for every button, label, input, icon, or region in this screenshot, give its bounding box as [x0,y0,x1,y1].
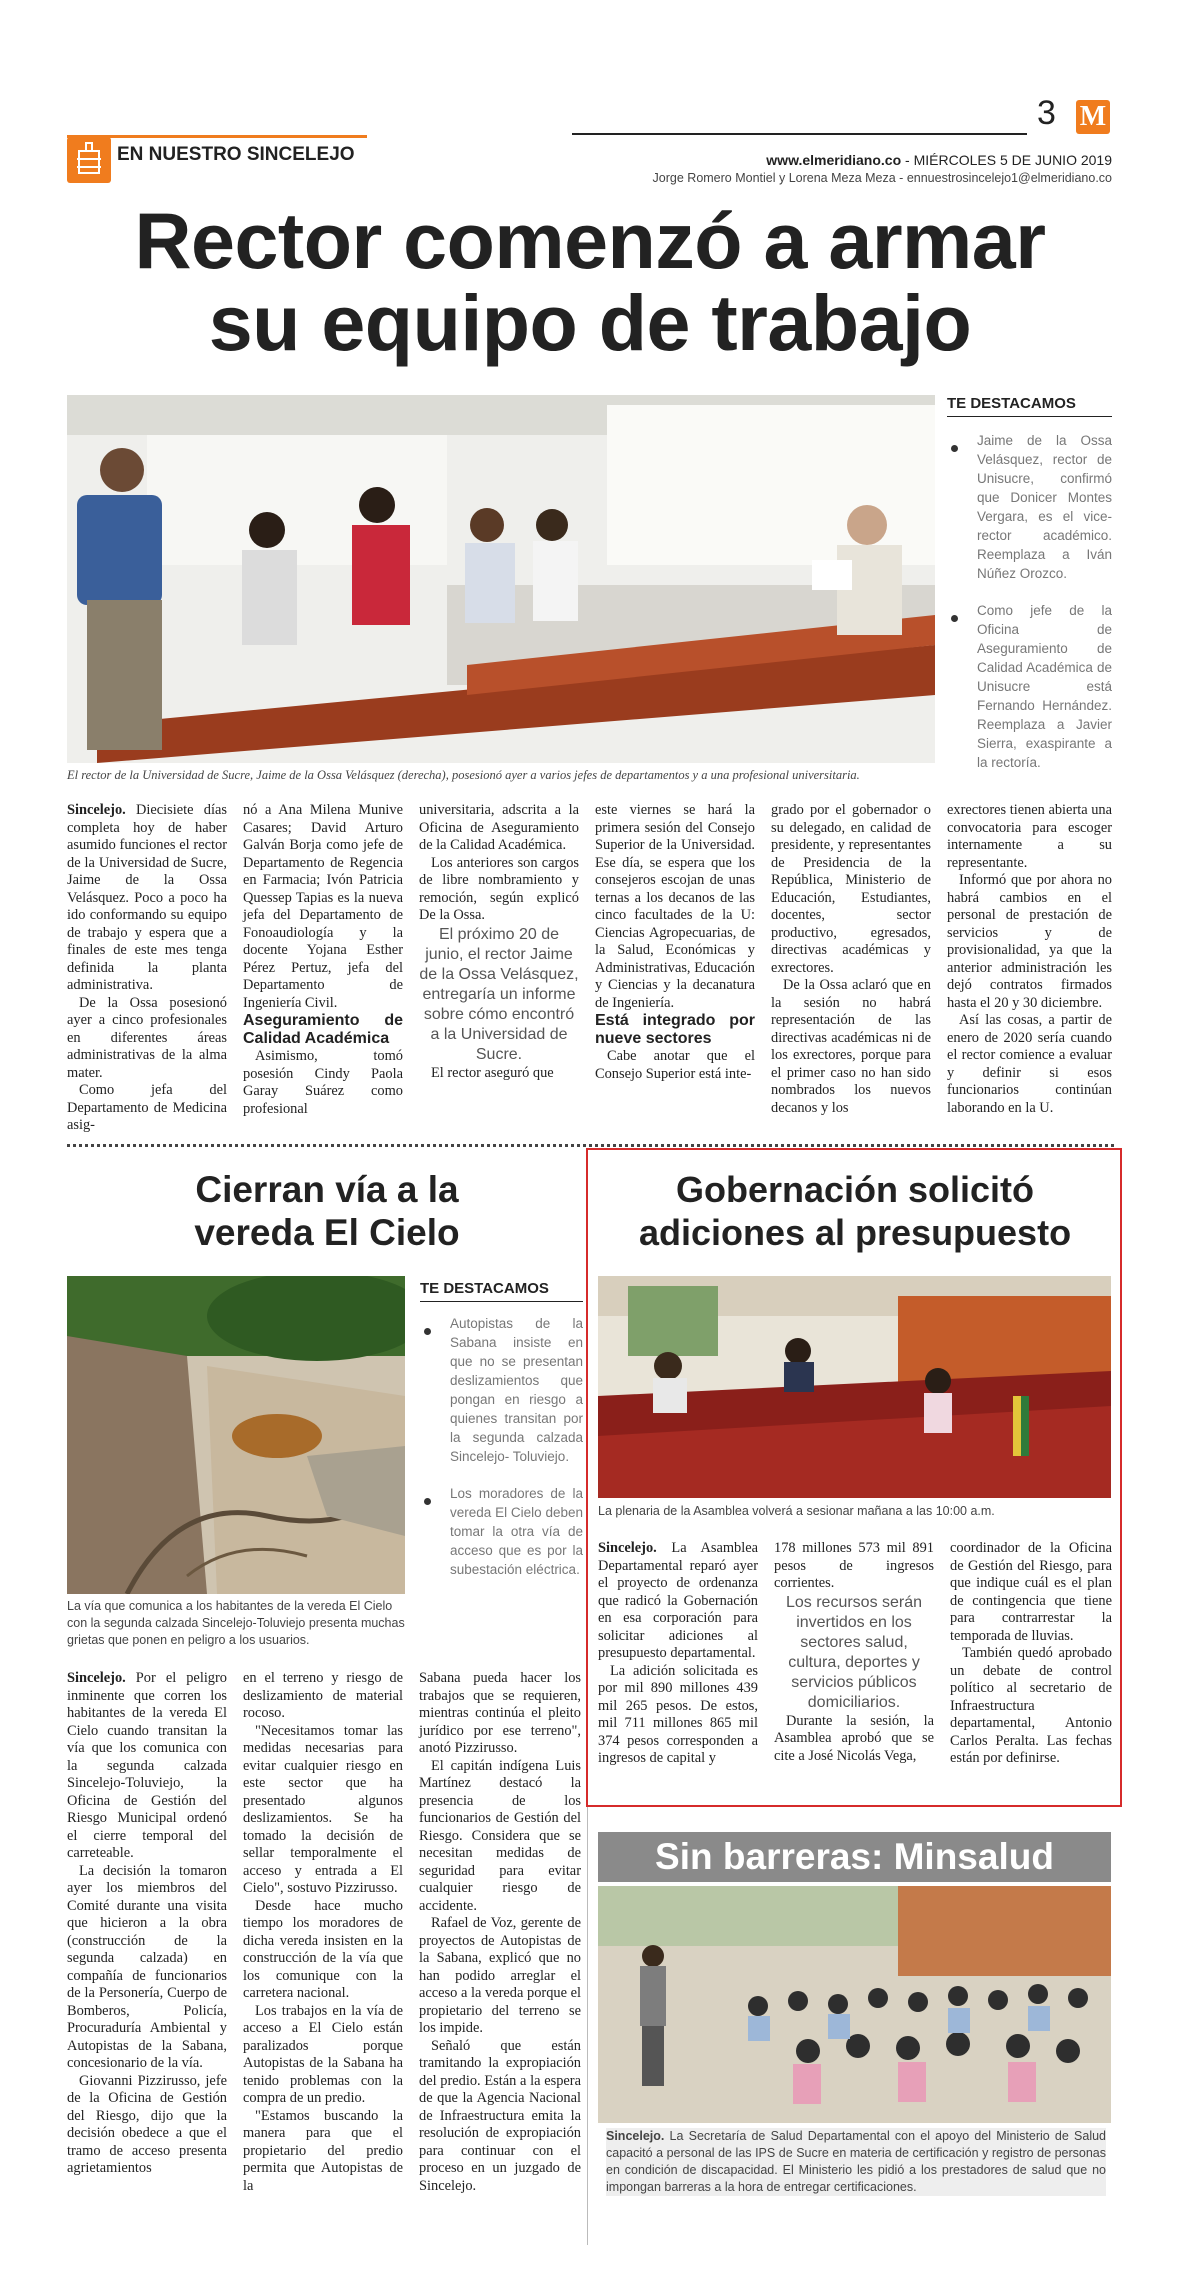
main-highlight-2: Como jefe de la Oficina de Aseguramiento de Calidad Académica de Unisucre está Fernando Hernández. Reemplaza a Javier Sierra, exaspirante a la rectoría. [947,601,1112,772]
minsalud-banner: Sin barreras: Minsalud [598,1832,1111,1882]
via-paragraph: en el terreno y riesgo de deslizamiento de material rocoso. [243,1670,403,1721]
via-paragraph: Los trabajos en la vía de acceso a El Cielo están paralizados porque Autopistas de la Sabana ha tenido problemas con la compra de un predio. [243,2002,403,2106]
via-paragraph: Desde hace mucho tiempo los moradores de dicha vereda insisten en la construcción de la vía que los comunique con la carretera nacional. [243,1897,403,2001]
section-icon [67,137,111,183]
via-paragraph: Rafael de Voz, gerente de proyectos de Autopistas de la Sabana, explicó que no han podido arreglar el acceso a la vereda porque el propietario del terreno se los impide. [419,1915,581,2036]
main-paragraph: Los anteriores son cargos de libre nombramiento y remoción, según explicó De la Ossa. [419,854,579,923]
gob-photo-caption: La plenaria de la Asamblea volverá a sesionar mañana a las 10:00 a.m. [598,1504,995,1518]
masthead-rule [572,133,1027,135]
gob-photo [598,1276,1111,1498]
gob-headline-line-2: adiciones al presupuesto [638,1212,1072,1253]
main-paragraph: este viernes se hará la primera sesión del Consejo Superior de la Universidad. Ese día, se espera que los consejeros escojan de unas ternas a los decanos de las cinco facultades de la U: Ciencias Agropecuarias, de la Salud, Económicas y Administrativas, Educación y Ciencias y la decanatura de Ingeniería. [595,802,755,1011]
via-headline-line-2: vereda El Cielo [194,1212,460,1253]
gob-paragraph: Durante la sesión, la Asamblea aprobó que se cite a José Nicolás Vega, [774,1712,934,1764]
main-paragraph: exrectores tienen abierta una convocatoria para escoger internamente a su representante. [947,802,1113,871]
swearing-in-photo [67,395,935,763]
gob-paragraph: coordinador de la Oficina de Gestión del Riesgo, para que indique cuál es el plan de contingencia que tiene para contrarrestar la temporada de lluvias. [950,1540,1112,1644]
main-subhead: Está integrado por nueve sectores [595,1012,755,1047]
main-paragraph: nó a Ana Milena Munive Casares; David Arturo Galván Borja como jefe de Departamento de Regencia en Farmacia; Ivón Patricia Quessep Tapias es la nueva jefa del Departamento de Fonoaudiología y la docente Yojana Esther Pérez Pertuz, jefa del Departamento de Ingeniería Civil. [243,802,403,1011]
via-paragraph: Sabana pueda hacer los trabajos que se requieren, mientras continúa el pleito jurídico por ese terreno", anotó Pizzirusso. [419,1670,581,1756]
main-paragraph: Sincelejo. Diecisiete días completa hoy de haber asumido funciones el rector de la Universidad de Sucre, Jaime de la Ossa Velásquez. Poco a poco ha ido conformando su equipo de trabajo y espera que a finales de este mes tenga definida la planta administrativa. [67,802,227,993]
via-column-3 [419,1670,581,2195]
training-session-photo [598,1886,1111,2123]
via-paragraph: Sincelejo. Por el peligro inminente que corren los habitantes de la vereda El Cielo cuando transitan la vía que los comunica con la segunda calzada Sincelejo-Toluviejo, la Oficina de Gestión del Riesgo Municipal ordenó el cierre temporal del carreteable. [67,1670,227,1861]
section-divider [67,1144,1114,1147]
via-paragraph: La decisión la tomaron ayer los miembros del Comité durante una visita que hicieron a la obra (construcción de la segunda calzada) en compañía de funcionarios de la Personería, Cuerpo de Bomberos, Policía, Procuraduría Ambiental y Autopistas de la Sabana, concesionario de la vía. [67,1862,227,2071]
via-headline-line-1: Cierran vía a la [195,1169,459,1210]
dateline: Sincelejo. [67,1670,126,1686]
authors-line: Jorge Romero Montiel y Lorena Meza Meza - ennuestrosincelejo1@elmeridiano.co [652,171,1112,185]
main-headline-line-1: Rector comenzó a armar [134,196,1046,285]
dateline: Sincelejo. [67,802,126,818]
minsalud-photo [598,1886,1111,2123]
main-paragraph: Como jefa del Departamento de Medicina asig- [67,1082,227,1133]
via-paragraph: Señaló que están tramitando la expropiación del predio. Están a la espera de que la Agencia Nacional de Infraestructura emita la resolución de expropiación para continuar con el proceso en un juzgado de Sincelejo. [419,2037,581,2194]
via-highlight-1: Autopistas de la Sabana insiste en que no se presentan deslizamientos que pongan en riesgo a quienes transitan por la segunda calzada Sincelejo- Toluviejo. [420,1314,583,1466]
main-column-2 [243,802,403,1118]
dateline: Sincelejo. [606,2129,665,2143]
building-icon [67,137,111,183]
logo-letter: M [1079,101,1107,132]
gob-paragraph: La adición solicitada es por mil 890 millones 439 mil 265 pesos. De estos, mil 711 millones 865 mil 374 pesos corresponden a ingresos de capital y [598,1662,758,1766]
section-label: EN NUESTRO SINCELEJO [117,144,355,165]
gob-headline-line-1: Gobernación solicitó [675,1169,1035,1210]
main-highlights [947,395,1112,790]
via-photo-caption: La vía que comunica a los habitantes de la vereda El Cielo con la segunda calzada Sincelejo-Toluviejo presenta muchas grietas que ponen en peligro a los usuarios. [67,1599,405,1647]
main-headline-line-2: su equipo de trabajo [208,278,972,367]
cracked-road-photo [67,1276,405,1594]
via-headline [67,1168,587,1254]
main-column-4 [595,802,755,1083]
via-highlight-2: Los moradores de la vereda El Cielo deben tomar la otra vía de acceso que es por la subestación eléctrica. [420,1484,583,1579]
main-photo-caption: El rector de la Universidad de Sucre, Jaime de la Ossa Velásquez (derecha), posesionó ayer a varios jefes de departamentos y a una profesional universitaria. [67,768,860,782]
main-paragraph: grado por el gobernador o su delegado, en calidad de presidente, y representantes de Presidencia de la República, Ministerio de Educación, Estudiantes, docentes, sector productivo, egresados, directivas académicas y exrectores. [771,802,931,976]
via-paragraph: Giovanni Pizzirusso, jefe de la Oficina de Gestión del Riesgo, dijo que la decisión obedece a que el tramo de acceso presenta agrietamientos [67,2072,227,2176]
gob-paragraph: También quedó aprobado un debate de control político al secretario de Infraestructura departamental, Antonio Carlos Peralta. Las fechas están por definirse. [950,1645,1112,1766]
main-highlight-1: Jaime de la Ossa Velásquez, rector de Unisucre, confirmó que Donicer Montes Vergara, es el vice-rector académico. Reemplaza a Iván Núñez Orozco. [947,431,1112,583]
main-paragraph: El rector aseguró que [431,1064,554,1081]
main-photo [67,395,935,763]
main-subhead: Aseguramiento de Calidad Académica [243,1012,403,1047]
main-column-5 [771,802,931,1117]
main-column-1 [67,802,227,1135]
newspaper-logo [1076,100,1110,134]
page-number: 3 [1037,94,1056,132]
minsalud-caption: Sincelejo. La Secretaría de Salud Departamental con el apoyo del Ministerio de Salud capacitó a personal de las IPS de Sucre en materia de certificación y registro de personas en condición de discapacidad. El Ministerio les pidió a los prestadores de salud que no impongan barreras a la hora de entregar certificaciones. [606,2129,1106,2194]
main-paragraph: Asimismo, tomó posesión Cindy Paola Garay Suárez como profesional [243,1048,403,1117]
via-highlights [420,1280,583,1597]
main-headline [40,196,1140,367]
section-underline [67,135,367,138]
gob-column-1 [598,1540,758,1768]
gob-column-2 [774,1540,934,1765]
via-highlights-title: TE DESTACAMOS [420,1280,583,1302]
site-url[interactable]: www.elmeridiano.co [766,152,902,168]
main-paragraph: universitaria, adscrita a la Oficina de Aseguramiento de la Calidad Académica. [419,802,579,853]
site-date [600,152,1112,168]
main-highlights-title: TE DESTACAMOS [947,395,1112,417]
gob-pull-quote: Los recursos serán invertidos en los sectores salud, cultura, deportes y servicios públicos domiciliarios. [785,1593,923,1711]
via-paragraph: "Necesitamos tomar las medidas necesarias para evitar cualquier riesgo en este sector que ha presentado algunos deslizamientos. Se ha tomado la decisión de sellar temporalmente el acceso y entrada a El Cielo", sostuvo Pizzirusso. [243,1722,403,1896]
via-column-2 [243,1670,403,2195]
main-column-6 [947,802,1112,1117]
via-column-1 [67,1670,227,2178]
via-photo [67,1276,405,1594]
main-pull-quote: El próximo 20 de junio, el rector Jaime de la Ossa Velásquez, entregaría un informe sobre cómo encontró a la Universidad de Sucre. [419,925,579,1063]
main-paragraph: Informó que por ahora no habrá cambios en el personal de prestación de servicios y de provisionalidad, ya que la anterior administración les dejó contratos firmados hasta el 20 y 30 diciembre. [947,872,1112,1011]
main-column-3 [419,802,579,1082]
gob-column-3 [950,1540,1112,1768]
gob-headline [590,1168,1120,1254]
gob-paragraph: 178 millones 573 mil 891 pesos de ingresos corrientes. [774,1540,934,1591]
gob-paragraph: Sincelejo. La Asamblea Departamental reparó ayer el proyecto de ordenanza que radicó la Gobernación en esa corporación para solicitar adiciones al presupuesto departamental. [598,1540,758,1661]
main-paragraph: Cabe anotar que el Consejo Superior está inte- [595,1048,755,1082]
assembly-photo [598,1276,1111,1498]
main-paragraph: De la Ossa posesionó ayer a cinco profesionales en diferentes áreas administrativas de la alma mater. [67,994,227,1081]
main-paragraph: Así las cosas, a partir de enero de 2020 sería cuando el rector comience a evaluar y definir si esos funcionarios continúan laborando en la U. [947,1012,1112,1116]
via-paragraph: El capitán indígena Luis Martínez destacó la presencia de los funcionarios de Gestión del Riesgo. Considera que se necesitan medidas de seguridad para evitar cualquier riesgo de accidente. [419,1757,581,1914]
dateline: Sincelejo. [598,1540,657,1556]
main-paragraph: De la Ossa aclaró que en la sesión no habrá representación de las directivas académicas ni de los exrectores, porque para el primer caso no han sido nombrados los nuevos decanos y los [771,977,931,1116]
publication-date: - MIÉRCOLES 5 DE JUNIO 2019 [901,152,1112,168]
via-paragraph: "Estamos buscando la manera para que el propietario del predio permita que Autopistas de la [243,2107,403,2194]
